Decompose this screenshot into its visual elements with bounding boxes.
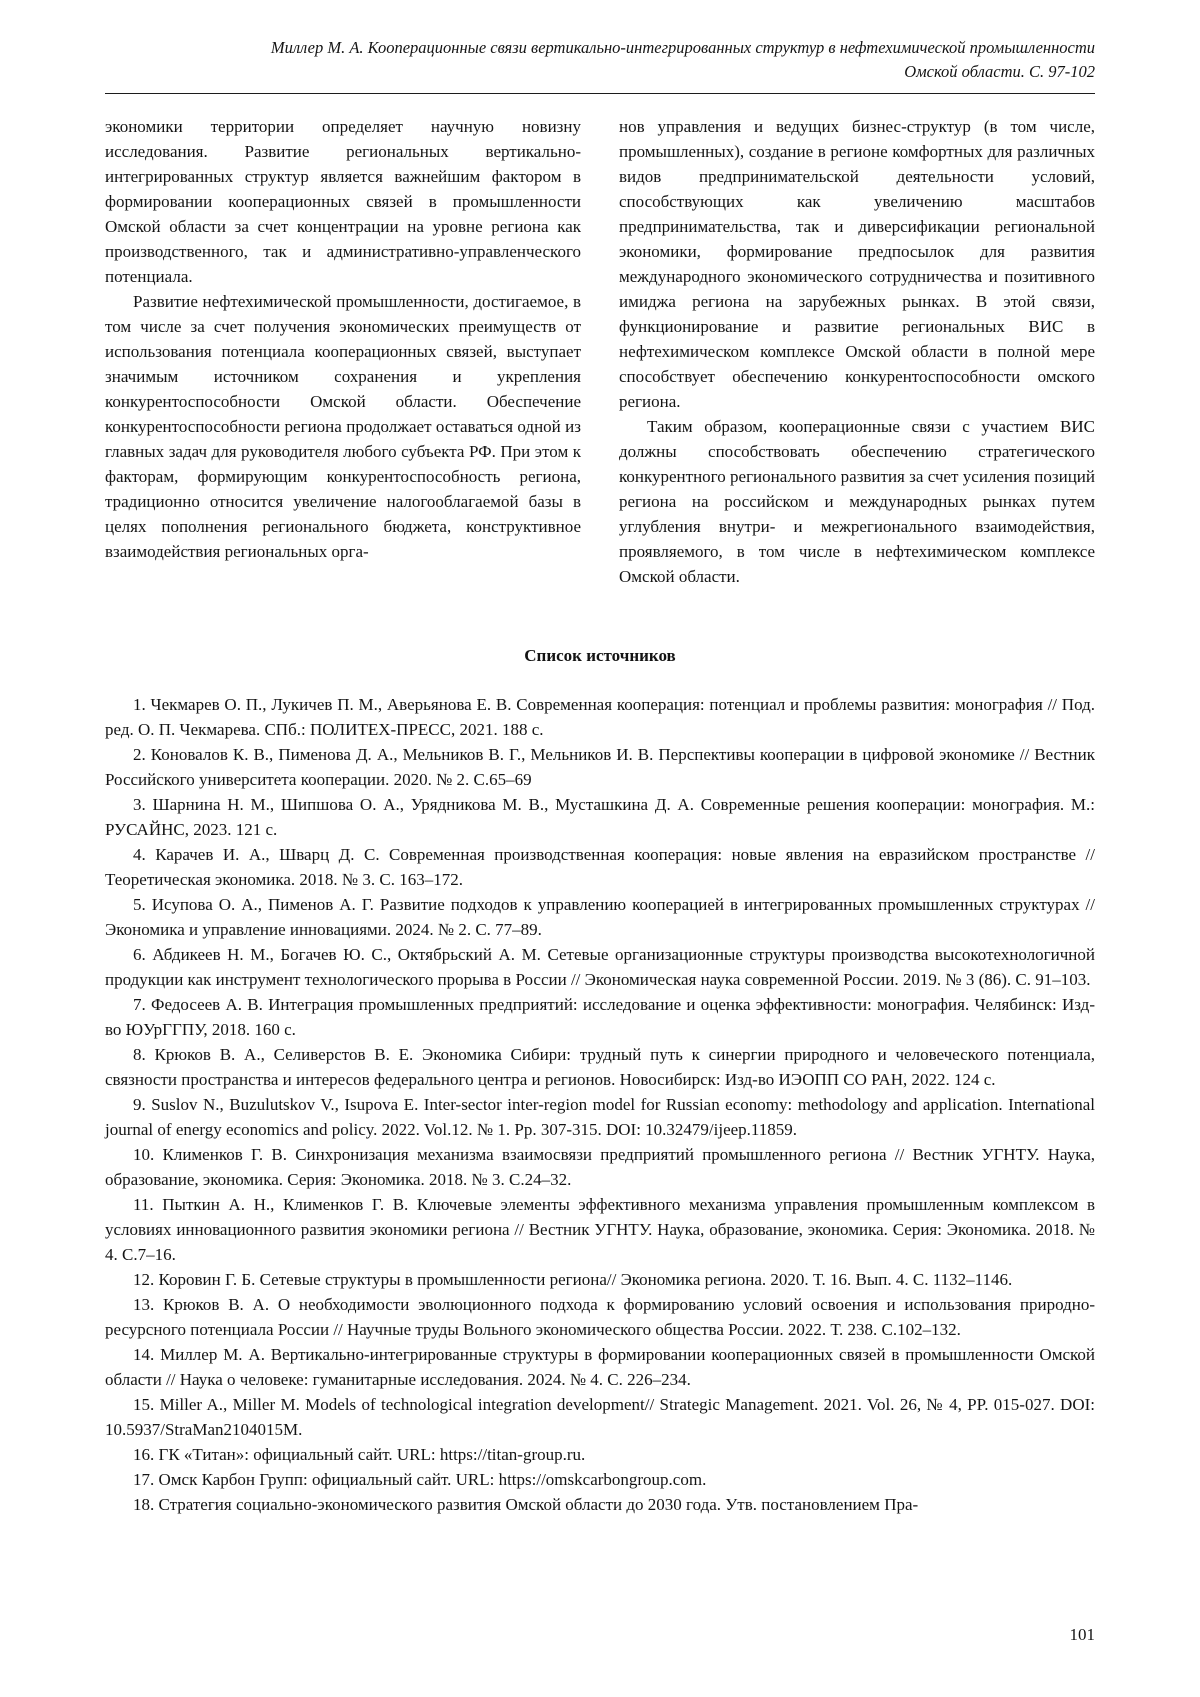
reference-item: 3. Шарнина Н. М., Шипшова О. А., Урядникова М. В., Мусташкина Д. А. Современные решения кооперации: монография. М.: РУСАЙНС, 2023. 121 с. (105, 795, 1095, 839)
page-number: 101 (1069, 1625, 1095, 1644)
running-head-line1: Миллер М. А. Кооперационные связи вертикально-интегрированных структур в нефтехимической промышленности (270, 38, 1095, 57)
reference-item: 8. Крюков В. А., Селиверстов В. Е. Экономика Сибири: трудный путь к синергии природного и человеческого потенциала, связности пространства и интересов федерального центра и регионов. Новосибирск: Изд-во ИЭОПП СО РАН, 2022. 124 с. (105, 1045, 1095, 1089)
body-paragraph: Таким образом, кооперационные связи с участием ВИС должны способствовать обеспечению стратегического конкурентного регионального развития за счет усиления позиций региона на российском и международных рынках путем углубления внутри- и межрегионального взаимодействия, проявляемого, в том числе в нефтехимическом комплексе Омской области. (619, 417, 1095, 586)
reference-item: 10. Клименков Г. В. Синхронизация механизма взаимосвязи предприятий промышленного региона // Вестник УГНТУ. Наука, образование, экономика. Серия: Экономика. 2018. № 3. С.24–32. (105, 1145, 1095, 1189)
reference-item: 4. Карачев И. А., Шварц Д. С. Современная производственная кооперация: новые явления на евразийском пространстве // Теоретическая экономика. 2018. № 3. С. 163–172. (105, 845, 1095, 889)
reference-item: 18. Стратегия социально-экономического развития Омской области до 2030 года. Утв. постановлением Пра- (133, 1495, 919, 1514)
running-head-line2: Омской области. С. 97-102 (904, 62, 1095, 81)
body-paragraph: нов управления и ведущих бизнес-структур (в том числе, промышленных), создание в регионе комфортных для различных видов предпринимательской деятельности условий, способствующих как увеличению масштабов предпринимательства, так и диверсификации региональной экономики, формирование предпосылок для развития международного экономического сотрудничества и позитивного имиджа региона на зарубежных рынках. В этой связи, функционирование и развитие региональных ВИС в нефтехимическом комплексе Омской области в полной мере способствует обеспечению конкурентоспособности омского региона. (619, 117, 1095, 411)
reference-item: 11. Пыткин А. Н., Клименков Г. В. Ключевые элементы эффективного механизма управления промышленным комплексом в условиях инновационного развития экономики региона // Вестник УГНТУ. Наука, образование, экономика. Серия: Экономика. 2018. № 4. С.7–16. (105, 1195, 1095, 1264)
header-divider (105, 93, 1095, 94)
body-paragraph: Развитие нефтехимической промышленности, достигаемое, в том числе за счет получения экономических преимуществ от использования потенциала кооперационных связей, выступает значимым источником сохранения и укрепления конкурентоспособности Омской области. Обеспечение конкурентоспособности региона продолжает оставаться одной из главных задач для руководителя любого субъекта РФ. При этом к факторам, формирующим конкурентоспособность региона, традиционно относится увеличение налогооблагаемой базы в целях пополнения регионального бюджета, конструктивное взаимодействия региональных орга- (105, 292, 581, 561)
reference-item: 1. Чекмарев О. П., Лукичев П. М., Аверьянова Е. В. Современная кооперация: потенциал и проблемы развития: монография // Под. ред. О. П. Чекмарева. СПб.: ПОЛИТЕХ-ПРЕСС, 2021. 188 с. (105, 695, 1095, 739)
reference-item: 6. Абдикеев Н. М., Богачев Ю. С., Октябрьский А. М. Сетевые организационные структуры производства высокотехнологичной продукции как инструмент технологического прорыва в России // Экономическая наука современной России. 2019. № 3 (86). С. 91–103. (105, 945, 1095, 989)
reference-item: 12. Коровин Г. Б. Сетевые структуры в промышленности региона// Экономика региона. 2020. Т. 16. Вып. 4. С. 1132–1146. (133, 1270, 1013, 1289)
reference-item: 2. Коновалов К. В., Пименова Д. А., Мельников В. Г., Мельников И. В. Перспективы кооперации в цифровой экономике // Вестник Российского университета кооперации. 2020. № 2. С.65–69 (105, 745, 1095, 789)
references-list (105, 692, 1095, 1517)
reference-item: 16. ГК «Титан»: официальный сайт. URL: https://titan-group.ru. (133, 1445, 586, 1464)
article-body (105, 114, 1095, 589)
reference-item: 13. Крюков В. А. О необходимости эволюционного подхода к формированию условий освоения и использования природно-ресурсного потенциала России // Научные труды Вольного экономического общества России. 2022. Т. 238. С.102–132. (105, 1295, 1095, 1339)
reference-item: 17. Омск Карбон Групп: официальный сайт. URL: https://omskcarbongroup.com. (133, 1470, 707, 1489)
left-column (105, 114, 581, 589)
body-paragraph: экономики территории определяет научную новизну исследования. Развитие региональных вертикально-интегрированных структур является важнейшим фактором в формировании кооперационных связей в промышленности Омской области за счет концентрации на уровне региона как производственного, так и административно-управленческого потенциала. (105, 117, 581, 286)
right-column (619, 114, 1095, 589)
reference-item: 15. Miller A., Miller M. Models of technological integration development// Strategic Management. 2021. Vol. 26, № 4, PP. 015-027. DOI: 10.5937/StraMan2104015M. (105, 1395, 1095, 1439)
running-head (105, 36, 1095, 84)
reference-item: 5. Исупова О. А., Пименов А. Г. Развитие подходов к управлению кооперацией в интегрированных промышленных структурах // Экономика и управление инновациями. 2024. № 2. С. 77–89. (105, 895, 1095, 939)
reference-item: 9. Suslov N., Buzulutskov V., Isupova E. Inter-sector inter-region model for Russian economy: methodology and application. International journal of energy economics and policy. 2022. Vol.12. № 1. Pp. 307-315. DOI: 10.32479/ijeep.11859. (105, 1095, 1095, 1139)
reference-item: 14. Миллер М. А. Вертикально-интегрированные структуры в формировании кооперационных связей в промышленности Омской области // Наука о человеке: гуманитарные исследования. 2024. № 4. С. 226–234. (105, 1345, 1095, 1389)
reference-item: 7. Федосеев А. В. Интеграция промышленных предприятий: исследование и оценка эффективности: монография. Челябинск: Изд-во ЮУрГГПУ, 2018. 160 с. (105, 995, 1095, 1039)
references-title: Список источников (524, 646, 676, 665)
